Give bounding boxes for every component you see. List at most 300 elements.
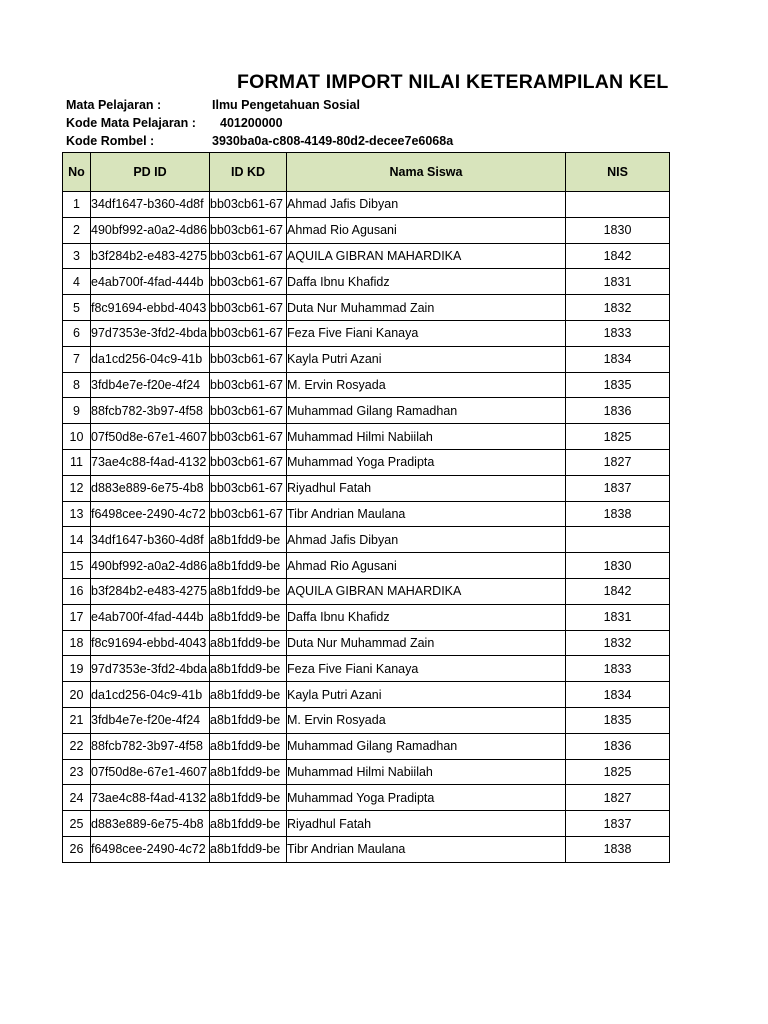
cell-nama-siswa[interactable]: [287, 501, 566, 527]
cell-nama-siswa[interactable]: [287, 475, 566, 501]
cell-no[interactable]: [63, 604, 91, 630]
cell-no-text: 22: [69, 739, 84, 754]
cell-nis[interactable]: [566, 269, 670, 295]
cell-no-text: 14: [69, 532, 84, 547]
cell-pd-id-text: 88fcb782-3b97-4f58: [91, 739, 203, 754]
cell-pd-id[interactable]: [91, 733, 210, 759]
cell-nama-siswa[interactable]: [287, 295, 566, 321]
cell-no[interactable]: [63, 527, 91, 553]
cell-nama-siswa-text: Ahmad Rio Agusani: [287, 558, 397, 573]
cell-id-kd-text: a8b1fdd9-be: [210, 584, 281, 599]
table-row: [63, 243, 670, 269]
cell-nama-siswa[interactable]: [287, 217, 566, 243]
cell-id-kd[interactable]: [210, 217, 287, 243]
cell-nis[interactable]: [566, 682, 670, 708]
cell-nis[interactable]: [566, 192, 670, 218]
cell-pd-id[interactable]: [91, 604, 210, 630]
table-row: [63, 295, 670, 321]
cell-nis-text: 1837: [603, 816, 632, 831]
cell-no[interactable]: [63, 398, 91, 424]
table-row: [63, 604, 670, 630]
cell-no-text: 24: [69, 790, 84, 805]
cell-no-text: 7: [73, 352, 80, 367]
cell-pd-id[interactable]: [91, 630, 210, 656]
table-row: [63, 630, 670, 656]
table-row: [63, 320, 670, 346]
cell-pd-id-text: e4ab700f-4fad-444b: [91, 274, 204, 289]
cell-no-text: 20: [69, 687, 84, 702]
cell-pd-id-text: 3fdb4e7e-f20e-4f24: [91, 377, 201, 392]
cell-id-kd-text: bb03cb61-67: [210, 481, 283, 496]
cell-pd-id[interactable]: [91, 398, 210, 424]
cell-id-kd-text: bb03cb61-67: [210, 455, 283, 470]
cell-nis-text: 1825: [603, 764, 632, 779]
column-header-nama-siswa: Nama Siswa: [287, 153, 566, 192]
cell-no[interactable]: [63, 501, 91, 527]
cell-no[interactable]: [63, 320, 91, 346]
cell-nis[interactable]: [566, 243, 670, 269]
table-row: [63, 759, 670, 785]
cell-pd-id-text: f8c91694-ebbd-4043: [91, 635, 207, 650]
cell-nis[interactable]: [566, 733, 670, 759]
cell-nama-siswa[interactable]: [287, 682, 566, 708]
cell-nama-siswa[interactable]: [287, 553, 566, 579]
cell-nis-text: 1832: [603, 300, 632, 315]
cell-id-kd-text: bb03cb61-67: [210, 429, 283, 444]
cell-nis-text: 1830: [603, 223, 632, 238]
cell-nis-text: 1827: [603, 790, 632, 805]
cell-no[interactable]: [63, 449, 91, 475]
cell-nis[interactable]: [566, 553, 670, 579]
cell-no[interactable]: [63, 707, 91, 733]
cell-pd-id-text: d883e889-6e75-4b8: [91, 481, 204, 496]
cell-pd-id[interactable]: [91, 449, 210, 475]
cell-nama-siswa-text: Daffa Ibnu Khafidz: [287, 610, 390, 625]
cell-nis[interactable]: [566, 295, 670, 321]
cell-id-kd[interactable]: [210, 656, 287, 682]
cell-id-kd[interactable]: [210, 682, 287, 708]
cell-pd-id-text: 490bf992-a0a2-4d86: [91, 558, 208, 573]
cell-nama-siswa-text: Tibr Andrian Maulana: [287, 842, 406, 857]
cell-no-text: 5: [73, 300, 80, 315]
cell-pd-id-text: b3f284b2-e483-4275: [91, 248, 208, 263]
cell-nama-siswa-text: Duta Nur Muhammad Zain: [287, 300, 435, 315]
cell-pd-id-text: e4ab700f-4fad-444b: [91, 610, 204, 625]
table-row: [63, 785, 670, 811]
cell-id-kd[interactable]: [210, 707, 287, 733]
cell-id-kd-text: bb03cb61-67: [210, 248, 283, 263]
cell-no[interactable]: [63, 733, 91, 759]
cell-nama-siswa[interactable]: [287, 320, 566, 346]
cell-nama-siswa-text: Daffa Ibnu Khafidz: [287, 274, 390, 289]
column-header-pd-id: PD ID: [91, 153, 210, 192]
cell-id-kd[interactable]: [210, 836, 287, 862]
table-row: [63, 217, 670, 243]
cell-no[interactable]: [63, 243, 91, 269]
cell-nis[interactable]: [566, 759, 670, 785]
cell-id-kd[interactable]: [210, 811, 287, 837]
cell-nama-siswa[interactable]: [287, 192, 566, 218]
cell-id-kd[interactable]: [210, 501, 287, 527]
cell-pd-id[interactable]: [91, 527, 210, 553]
cell-nama-siswa-text: Duta Nur Muhammad Zain: [287, 635, 435, 650]
cell-nis[interactable]: [566, 578, 670, 604]
cell-nis[interactable]: [566, 785, 670, 811]
cell-pd-id-text: 34df1647-b360-4d8f: [91, 197, 204, 212]
cell-nama-siswa-text: Feza Five Fiani Kanaya: [287, 326, 419, 341]
meta-label: Mata Pelajaran :: [66, 98, 162, 112]
cell-nis-text: 1831: [603, 274, 632, 289]
cell-id-kd[interactable]: [210, 475, 287, 501]
column-header-id-kd: ID KD: [210, 153, 287, 192]
cell-nis[interactable]: [566, 707, 670, 733]
cell-no[interactable]: [63, 836, 91, 862]
cell-no-text: 13: [69, 506, 84, 521]
cell-nis-text: 1827: [603, 455, 632, 470]
cell-nama-siswa[interactable]: [287, 578, 566, 604]
cell-nama-siswa[interactable]: [287, 449, 566, 475]
cell-id-kd-text: a8b1fdd9-be: [210, 842, 281, 857]
cell-id-kd[interactable]: [210, 733, 287, 759]
cell-id-kd[interactable]: [210, 320, 287, 346]
cell-id-kd-text: bb03cb61-67: [210, 377, 283, 392]
cell-id-kd[interactable]: [210, 192, 287, 218]
cell-nis[interactable]: [566, 811, 670, 837]
table-row: [63, 269, 670, 295]
cell-nis-text: 1838: [603, 506, 632, 521]
cell-pd-id-text: da1cd256-04c9-41b: [91, 687, 203, 702]
cell-no-text: 3: [73, 248, 80, 263]
meta-value: 401200000: [220, 116, 283, 130]
cell-no[interactable]: [63, 553, 91, 579]
cell-nama-siswa-text: Kayla Putri Azani: [287, 352, 382, 367]
table-row: [63, 372, 670, 398]
cell-pd-id[interactable]: [91, 553, 210, 579]
cell-no-text: 18: [69, 635, 84, 650]
cell-id-kd[interactable]: [210, 346, 287, 372]
cell-no[interactable]: [63, 424, 91, 450]
cell-nama-siswa[interactable]: [287, 707, 566, 733]
cell-nama-siswa-text: Ahmad Jafis Dibyan: [287, 197, 399, 212]
cell-nis-text: 1837: [603, 481, 632, 496]
cell-nis-text: 1836: [603, 739, 632, 754]
cell-no-text: 17: [69, 610, 84, 625]
cell-nama-siswa[interactable]: [287, 630, 566, 656]
table-header-row: [63, 153, 670, 192]
cell-no-text: 16: [69, 584, 84, 599]
cell-nama-siswa[interactable]: [287, 372, 566, 398]
cell-nama-siswa[interactable]: [287, 759, 566, 785]
cell-pd-id-text: f6498cee-2490-4c72: [91, 842, 206, 857]
cell-id-kd[interactable]: [210, 527, 287, 553]
table-row: [63, 475, 670, 501]
cell-nama-siswa-text: Riyadhul Fatah: [287, 481, 372, 496]
cell-nama-siswa-text: M. Ervin Rosyada: [287, 377, 386, 392]
cell-nama-siswa[interactable]: [287, 785, 566, 811]
cell-id-kd[interactable]: [210, 398, 287, 424]
cell-id-kd-text: a8b1fdd9-be: [210, 739, 281, 754]
cell-pd-id[interactable]: [91, 372, 210, 398]
cell-nama-siswa-text: Kayla Putri Azani: [287, 687, 382, 702]
cell-no[interactable]: [63, 217, 91, 243]
cell-nis-text: 1834: [603, 352, 632, 367]
cell-id-kd-text: bb03cb61-67: [210, 352, 283, 367]
cell-no-text: 23: [69, 764, 84, 779]
cell-nis-text: 1833: [603, 661, 632, 676]
cell-id-kd-text: a8b1fdd9-be: [210, 635, 281, 650]
table-row: [63, 501, 670, 527]
cell-id-kd-text: bb03cb61-67: [210, 403, 283, 418]
cell-id-kd-text: bb03cb61-67: [210, 197, 283, 212]
cell-no[interactable]: [63, 346, 91, 372]
cell-pd-id[interactable]: [91, 707, 210, 733]
cell-id-kd[interactable]: [210, 424, 287, 450]
cell-nis[interactable]: [566, 604, 670, 630]
cell-no-text: 8: [73, 377, 80, 392]
table-row: [63, 398, 670, 424]
cell-nis-text: 1836: [603, 403, 632, 418]
cell-pd-id-text: 07f50d8e-67e1-4607: [91, 764, 208, 779]
cell-id-kd[interactable]: [210, 269, 287, 295]
cell-pd-id-text: f6498cee-2490-4c72: [91, 506, 206, 521]
cell-nis[interactable]: [566, 475, 670, 501]
cell-id-kd[interactable]: [210, 604, 287, 630]
cell-id-kd-text: a8b1fdd9-be: [210, 661, 281, 676]
cell-nis[interactable]: [566, 501, 670, 527]
cell-nama-siswa-text: AQUILA GIBRAN MAHARDIKA: [287, 248, 462, 263]
cell-pd-id-text: 73ae4c88-f4ad-4132: [91, 790, 207, 805]
cell-id-kd[interactable]: [210, 553, 287, 579]
cell-no-text: 10: [69, 429, 84, 444]
title-area: [62, 68, 669, 96]
cell-pd-id-text: d883e889-6e75-4b8: [91, 816, 204, 831]
cell-nama-siswa[interactable]: [287, 604, 566, 630]
cell-pd-id[interactable]: [91, 656, 210, 682]
nilai-table: [62, 152, 670, 863]
table-row: [63, 682, 670, 708]
cell-no-text: 6: [73, 326, 80, 341]
cell-pd-id-text: da1cd256-04c9-41b: [91, 352, 203, 367]
table-row: [63, 192, 670, 218]
cell-nama-siswa-text: Muhammad Hilmi Nabiilah: [287, 429, 433, 444]
cell-pd-id[interactable]: [91, 501, 210, 527]
cell-nama-siswa[interactable]: [287, 733, 566, 759]
column-header-no: No: [63, 153, 91, 192]
cell-no[interactable]: [63, 578, 91, 604]
cell-no[interactable]: [63, 785, 91, 811]
cell-no-text: 12: [69, 481, 84, 496]
cell-nis[interactable]: [566, 346, 670, 372]
cell-nis-text: 1835: [603, 713, 632, 728]
cell-pd-id[interactable]: [91, 785, 210, 811]
cell-pd-id[interactable]: [91, 424, 210, 450]
cell-nis[interactable]: [566, 372, 670, 398]
cell-no-text: 2: [73, 223, 80, 238]
cell-nama-siswa[interactable]: [287, 424, 566, 450]
table-body: [63, 192, 670, 863]
cell-pd-id[interactable]: [91, 836, 210, 862]
cell-nama-siswa-text: Muhammad Gilang Ramadhan: [287, 403, 458, 418]
table-row: [63, 836, 670, 862]
meta-value: 3930ba0a-c808-4149-80d2-decee7e6068a: [212, 134, 454, 148]
cell-nama-siswa[interactable]: [287, 656, 566, 682]
cell-id-kd[interactable]: [210, 630, 287, 656]
cell-pd-id[interactable]: [91, 192, 210, 218]
cell-nis[interactable]: [566, 449, 670, 475]
cell-pd-id-text: f8c91694-ebbd-4043: [91, 300, 207, 315]
cell-pd-id[interactable]: [91, 811, 210, 837]
cell-nama-siswa-text: Muhammad Yoga Pradipta: [287, 455, 435, 470]
cell-nis[interactable]: [566, 320, 670, 346]
cell-id-kd-text: a8b1fdd9-be: [210, 558, 281, 573]
cell-pd-id-text: 97d7353e-3fd2-4bda: [91, 661, 208, 676]
page-title: FORMAT IMPORT NILAI KETERAMPILAN KEL: [237, 71, 669, 93]
cell-pd-id-text: b3f284b2-e483-4275: [91, 584, 208, 599]
cell-id-kd-text: bb03cb61-67: [210, 274, 283, 289]
cell-pd-id-text: 34df1647-b360-4d8f: [91, 532, 204, 547]
cell-nis[interactable]: [566, 656, 670, 682]
cell-pd-id[interactable]: [91, 346, 210, 372]
cell-id-kd-text: a8b1fdd9-be: [210, 816, 281, 831]
cell-pd-id[interactable]: [91, 269, 210, 295]
cell-pd-id-text: 490bf992-a0a2-4d86: [91, 223, 208, 238]
table-row: [63, 811, 670, 837]
cell-no-text: 26: [69, 842, 84, 857]
cell-nama-siswa-text: Ahmad Rio Agusani: [287, 223, 397, 238]
cell-no[interactable]: [63, 192, 91, 218]
cell-no-text: 19: [69, 661, 84, 676]
cell-id-kd-text: a8b1fdd9-be: [210, 713, 281, 728]
cell-nis[interactable]: [566, 527, 670, 553]
table-row: [63, 733, 670, 759]
cell-nama-siswa-text: Feza Five Fiani Kanaya: [287, 661, 419, 676]
meta-label: Kode Mata Pelajaran :: [66, 116, 196, 130]
cell-pd-id[interactable]: [91, 320, 210, 346]
cell-nama-siswa[interactable]: [287, 243, 566, 269]
column-header-nis: NIS: [566, 153, 670, 192]
cell-id-kd[interactable]: [210, 578, 287, 604]
cell-id-kd[interactable]: [210, 295, 287, 321]
cell-id-kd-text: bb03cb61-67: [210, 326, 283, 341]
table-row: [63, 553, 670, 579]
cell-pd-id[interactable]: [91, 578, 210, 604]
cell-nis-text: 1842: [603, 248, 632, 263]
cell-pd-id[interactable]: [91, 682, 210, 708]
cell-nis-text: 1834: [603, 687, 632, 702]
table-row: [63, 449, 670, 475]
cell-no[interactable]: [63, 475, 91, 501]
cell-id-kd-text: a8b1fdd9-be: [210, 687, 281, 702]
cell-no-text: 11: [70, 455, 83, 470]
cell-nama-siswa-text: Ahmad Jafis Dibyan: [287, 532, 399, 547]
cell-pd-id-text: 3fdb4e7e-f20e-4f24: [91, 713, 201, 728]
cell-nama-siswa-text: Muhammad Hilmi Nabiilah: [287, 764, 433, 779]
meta-label: Kode Rombel :: [66, 134, 155, 148]
cell-nis-text: 1833: [603, 326, 632, 341]
cell-pd-id-text: 88fcb782-3b97-4f58: [91, 403, 203, 418]
table-row: [63, 578, 670, 604]
cell-id-kd[interactable]: [210, 449, 287, 475]
cell-id-kd[interactable]: [210, 372, 287, 398]
cell-no[interactable]: [63, 682, 91, 708]
cell-id-kd-text: bb03cb61-67: [210, 300, 283, 315]
cell-nis-text: 1835: [603, 377, 632, 392]
cell-nis-text: 1825: [603, 429, 632, 444]
cell-no-text: 4: [73, 274, 80, 289]
cell-id-kd-text: a8b1fdd9-be: [210, 532, 281, 547]
cell-nama-siswa[interactable]: [287, 269, 566, 295]
cell-nis-text: 1838: [603, 842, 632, 857]
cell-no[interactable]: [63, 630, 91, 656]
table-row: [63, 346, 670, 372]
cell-no-text: 9: [73, 403, 80, 418]
table-row: [63, 707, 670, 733]
cell-id-kd-text: bb03cb61-67: [210, 223, 283, 238]
cell-nama-siswa-text: Muhammad Yoga Pradipta: [287, 790, 435, 805]
cell-id-kd[interactable]: [210, 785, 287, 811]
cell-pd-id-text: 97d7353e-3fd2-4bda: [91, 326, 208, 341]
cell-nama-siswa-text: Muhammad Gilang Ramadhan: [287, 739, 458, 754]
cell-nis[interactable]: [566, 398, 670, 424]
cell-nis[interactable]: [566, 630, 670, 656]
cell-pd-id[interactable]: [91, 217, 210, 243]
cell-no-text: 1: [73, 197, 80, 212]
cell-no-text: 21: [69, 713, 84, 728]
cell-id-kd-text: a8b1fdd9-be: [210, 790, 281, 805]
cell-pd-id-text: 07f50d8e-67e1-4607: [91, 429, 208, 444]
cell-no[interactable]: [63, 295, 91, 321]
cell-nama-siswa[interactable]: [287, 836, 566, 862]
cell-nama-siswa-text: AQUILA GIBRAN MAHARDIKA: [287, 584, 462, 599]
cell-pd-id-text: 73ae4c88-f4ad-4132: [91, 455, 207, 470]
cell-id-kd[interactable]: [210, 759, 287, 785]
cell-no-text: 15: [69, 558, 84, 573]
cell-no[interactable]: [63, 269, 91, 295]
cell-no[interactable]: [63, 372, 91, 398]
table-row: [63, 656, 670, 682]
table-row: [63, 527, 670, 553]
cell-nama-siswa[interactable]: [287, 527, 566, 553]
cell-nis[interactable]: [566, 836, 670, 862]
cell-pd-id[interactable]: [91, 759, 210, 785]
cell-id-kd-text: bb03cb61-67: [210, 506, 283, 521]
cell-no[interactable]: [63, 656, 91, 682]
table-row: [63, 424, 670, 450]
cell-nama-siswa[interactable]: [287, 346, 566, 372]
meta-value: Ilmu Pengetahuan Sosial: [212, 98, 360, 112]
cell-nis-text: 1830: [603, 558, 632, 573]
cell-nama-siswa-text: Tibr Andrian Maulana: [287, 506, 406, 521]
cell-id-kd-text: a8b1fdd9-be: [210, 764, 281, 779]
cell-no-text: 25: [69, 816, 84, 831]
cell-pd-id[interactable]: [91, 475, 210, 501]
cell-no[interactable]: [63, 811, 91, 837]
cell-pd-id[interactable]: [91, 243, 210, 269]
cell-pd-id[interactable]: [91, 295, 210, 321]
cell-nis-text: 1831: [603, 610, 632, 625]
cell-nis[interactable]: [566, 217, 670, 243]
cell-nama-siswa[interactable]: [287, 811, 566, 837]
cell-nama-siswa[interactable]: [287, 398, 566, 424]
cell-id-kd-text: a8b1fdd9-be: [210, 610, 281, 625]
cell-nama-siswa-text: M. Ervin Rosyada: [287, 713, 386, 728]
cell-nama-siswa-text: Riyadhul Fatah: [287, 816, 372, 831]
cell-no[interactable]: [63, 759, 91, 785]
cell-nis-text: 1832: [603, 635, 632, 650]
cell-nis[interactable]: [566, 424, 670, 450]
cell-id-kd[interactable]: [210, 243, 287, 269]
cell-nis-text: 1842: [603, 584, 632, 599]
